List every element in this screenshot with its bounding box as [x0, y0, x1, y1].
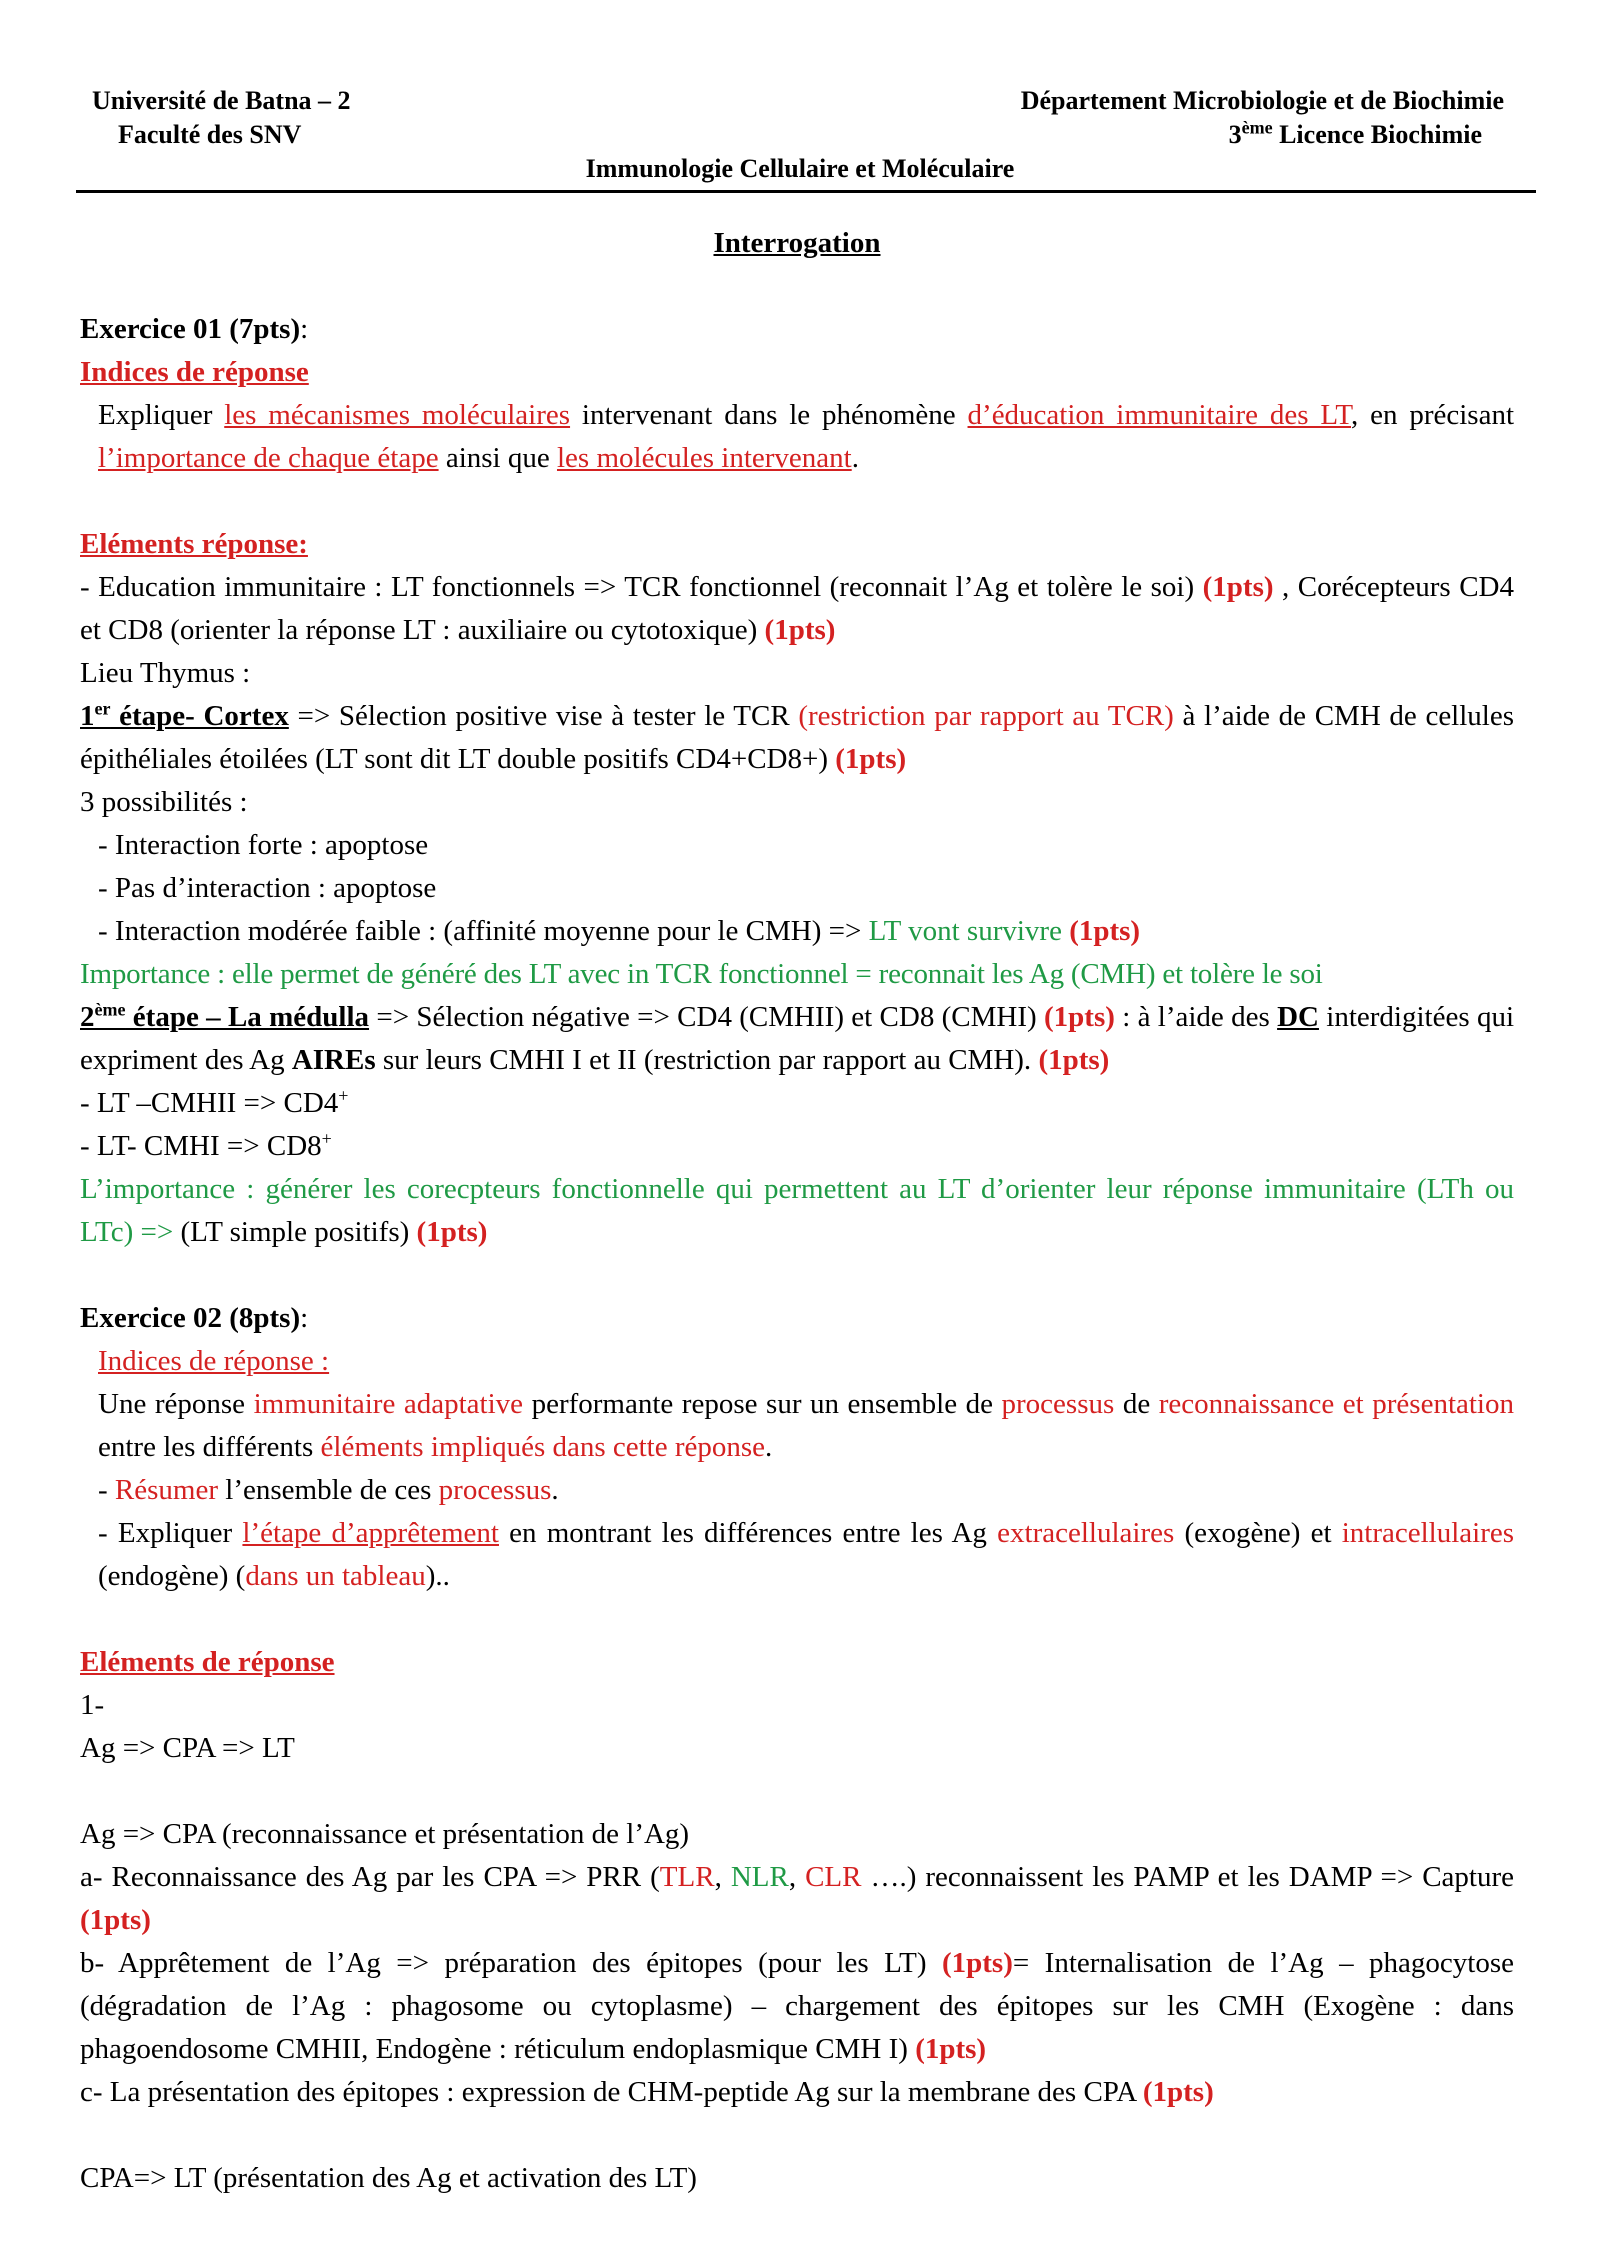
text-run: ,: [714, 1861, 731, 1893]
level-text: Licence Biochimie: [1272, 120, 1482, 149]
points-run: (1pts): [1038, 1044, 1110, 1076]
superscript: er: [94, 698, 111, 719]
points-run: (1pts): [915, 2033, 987, 2065]
flow-line: Ag => CPA => LT: [80, 1732, 295, 1764]
text-run: - LT- CMHI => CD8: [80, 1130, 322, 1162]
importance-1: Importance : elle permet de généré des LT avec in TCR fonctionnel = reconnait les Ag (CMH) et tolère le soi: [80, 958, 1323, 990]
exercise-2-task-1: [80, 1469, 1514, 1512]
text-run: - Expliquer: [98, 1517, 243, 1549]
highlight-run: Résumer: [114, 1474, 219, 1506]
spacer: [80, 265, 1514, 308]
department-name: Département Microbiologie et de Biochimie: [1020, 86, 1504, 115]
text-run: a- Reconnaissance des Ag par les CPA => PRR (: [80, 1861, 660, 1893]
highlight-run: CLR: [805, 1861, 862, 1893]
highlight-run: l’étape d’apprêtement: [242, 1517, 499, 1549]
highlight-run: immunitaire adaptative: [253, 1388, 524, 1420]
step-1-paragraph: [80, 695, 1514, 781]
points-run: (1pts): [416, 1216, 488, 1248]
highlight-run: intracellulaires: [1341, 1517, 1515, 1549]
text-run: b- Apprêtement de l’Ag => préparation des épitopes (pour les LT): [80, 1947, 942, 1979]
text-run: (LT simple positifs): [173, 1216, 417, 1248]
points-run: (1pts): [1142, 2076, 1214, 2108]
highlight-run: l’importance de chaque étape: [98, 442, 439, 474]
exercise-2-answer-title: Eléments de réponse: [80, 1646, 335, 1678]
text-run: => Sélection négative => CD4 (CMHII) et CD8 (CMHI): [369, 1001, 1044, 1033]
green-run: L’importance : générer les corecpteurs fonctionnelle qui permettent au LT d’orienter leur réponse immunitaire (LTh ou LTc) =>: [80, 1173, 1514, 1248]
points-run: (1pts): [1044, 1001, 1115, 1033]
text-run: interdigitées qui expriment des Ag: [80, 1001, 1515, 1076]
exercise-1-hints-title: Indices de réponse: [80, 356, 309, 388]
header-divider: [76, 190, 1536, 193]
possibility-item: - Pas d’interaction : apoptose: [98, 872, 437, 904]
superscript: ème: [94, 999, 126, 1020]
level-number: 3: [1228, 120, 1242, 149]
thymus-label: Lieu Thymus :: [80, 657, 251, 689]
text-run: .: [551, 1474, 559, 1506]
text-run: -: [98, 1474, 115, 1506]
text-run: performante repose sur un ensemble de: [523, 1388, 1002, 1420]
exercise-1-question: [80, 394, 1514, 480]
level-label: [1229, 118, 1482, 152]
education-paragraph: [80, 566, 1514, 652]
text-run: , en précisant: [1351, 399, 1515, 431]
text-run: c- La présentation des épitopes : expression de CHM-peptide Ag sur la membrane des CPA: [80, 2076, 1143, 2108]
text-run: sur leurs CMHI I et II (restriction par rapport au CMH).: [375, 1044, 1039, 1076]
bold-run: DC: [1277, 1001, 1319, 1033]
exercise-2-colon: :: [300, 1302, 309, 1334]
text-run: , Corécepteurs CD4 et CD8 (orienter la réponse LT : auxiliaire ou cytotoxique): [80, 571, 1514, 646]
spacer: [80, 1598, 1514, 1641]
highlight-run: (restriction par rapport au TCR): [798, 700, 1174, 732]
text-run: Expliquer: [98, 399, 225, 431]
answer-a: [80, 1856, 1514, 1942]
text-run: à l’aide de CMH de cellules épithéliales étoilées (LT sont dit LT double positifs CD4+CD8+): [80, 700, 1515, 775]
document-body: [80, 222, 1514, 2200]
highlight-run: éléments impliqués dans cette réponse: [320, 1431, 766, 1463]
possibility-item: - Interaction forte : apoptose: [98, 829, 429, 861]
text-run: (exogène) et: [1174, 1517, 1342, 1549]
text-run: intervenant dans le phénomène: [570, 399, 968, 431]
green-run: LT vont survivre: [868, 915, 1062, 947]
bold-run: AIREs: [291, 1044, 376, 1076]
spacer: [80, 1770, 1514, 1813]
highlight-run: dans un tableau: [245, 1560, 426, 1592]
text-run: => Sélection positive vise à tester le TCR: [288, 700, 799, 732]
spacer: [80, 1254, 1514, 1297]
cpa-lt-line: CPA=> LT (présentation des Ag et activation des LT): [80, 2162, 697, 2194]
highlight-run: reconnaissance et présentation: [1158, 1388, 1514, 1420]
points-run: (1pts): [80, 1904, 151, 1936]
answer-c: [80, 2071, 1514, 2114]
page-title: Interrogation: [713, 227, 881, 259]
text-run: ….) reconnaissent les PAMP et les DAMP => Capture: [861, 1861, 1515, 1893]
exercise-2-heading: [80, 1297, 1514, 1340]
text-run: .: [851, 442, 859, 474]
step-2-title: [80, 1001, 369, 1033]
highlight-run: TLR: [659, 1861, 715, 1893]
highlight-run: extracellulaires: [997, 1517, 1175, 1549]
points-run: (1pts): [764, 614, 836, 646]
text-run: ,: [788, 1861, 806, 1893]
exercise-2-question: [80, 1383, 1514, 1469]
lt-cd4-line: [80, 1082, 1514, 1125]
possibility-item: [80, 910, 1514, 953]
text-run: étape- Cortex: [110, 700, 289, 732]
points-run: (1pts): [1069, 915, 1141, 947]
answer-b: [80, 1942, 1514, 2071]
spacer: [80, 2114, 1514, 2157]
lt-cd8-line: [80, 1125, 1514, 1168]
highlight-run: les molécules intervenant: [556, 442, 852, 474]
course-title: Immunologie Cellulaire et Moléculaire: [585, 154, 1015, 183]
text-run: (endogène) (: [98, 1560, 246, 1592]
item-number: 1-: [80, 1689, 105, 1721]
points-run: (1pts): [835, 743, 907, 775]
points-run: (1pts): [1202, 571, 1274, 603]
text-run: .: [765, 1431, 773, 1463]
exercise-1-title: Exercice 01 (7pts): [80, 313, 301, 345]
text-run: = Internalisation de l’Ag – phagocytose (dégradation de l’Ag : phagosome ou cytoplasme) – chargement des épitopes sur les CMH (Exogène : dans phagoendosome CMHII, Endogène : réticulum endoplasmique CMH I): [80, 1947, 1514, 2065]
highlight-run: processus: [1001, 1388, 1115, 1420]
green-run: NLR: [730, 1861, 789, 1893]
text-run: en montrant les différences entre les Ag: [498, 1517, 998, 1549]
text-run: étape – La médulla: [125, 1001, 370, 1033]
text-run: - Education immunitaire : LT fonctionnels => TCR fonctionnel (reconnait l’Ag et tolère le soi): [80, 571, 1203, 603]
superscript: +: [321, 1128, 332, 1149]
step-2-paragraph: [80, 996, 1514, 1082]
superscript: +: [338, 1085, 349, 1106]
text-run: - Interaction modérée faible : (affinité moyenne pour le CMH) =>: [98, 915, 869, 947]
faculty-name: Faculté des SNV: [118, 120, 302, 149]
spacer: [80, 480, 1514, 523]
importance-2: [80, 1168, 1514, 1254]
text-run: Une réponse: [98, 1388, 254, 1420]
exercise-2-task-2: [80, 1512, 1514, 1598]
points-run: (1pts): [941, 1947, 1013, 1979]
highlight-run: processus: [438, 1474, 552, 1506]
text-run: l’ensemble de ces: [218, 1474, 439, 1506]
highlight-run: d’éducation immunitaire des LT: [967, 399, 1351, 431]
university-name: Université de Batna – 2: [92, 86, 351, 115]
level-superscript: ème: [1241, 117, 1273, 138]
text-run: 2: [80, 1001, 95, 1033]
step-1-title: [80, 700, 289, 732]
text-run: 1: [80, 700, 95, 732]
exercise-1-answer-title: Eléments réponse:: [80, 528, 308, 560]
exercise-1-heading: [80, 308, 1514, 351]
exercise-1-colon: :: [300, 313, 309, 345]
possibilities-label: 3 possibilités :: [80, 786, 248, 818]
text-run: entre les différents: [98, 1431, 321, 1463]
exercise-2-title: Exercice 02 (8pts): [80, 1302, 301, 1334]
highlight-run: les mécanismes moléculaires: [224, 399, 571, 431]
ag-cpa-line: Ag => CPA (reconnaissance et présentation de l’Ag): [80, 1818, 690, 1850]
text-run: )..: [425, 1560, 450, 1592]
text-run: de: [1114, 1388, 1159, 1420]
text-run: - LT –CMHII => CD4: [80, 1087, 339, 1119]
exercise-2-hints-title: Indices de réponse :: [98, 1345, 330, 1377]
text-run: : à l’aide des: [1114, 1001, 1278, 1033]
text-run: ainsi que: [438, 442, 557, 474]
